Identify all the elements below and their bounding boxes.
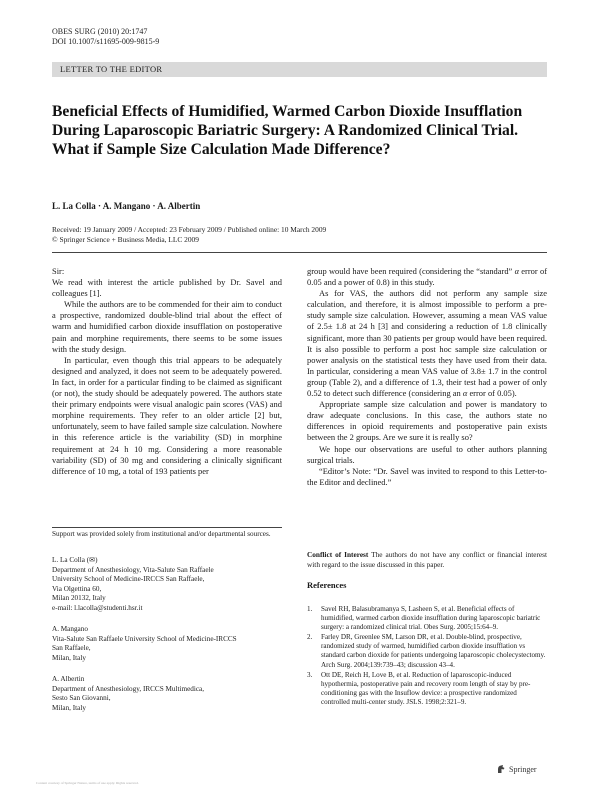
affiliation-line: Department of Anesthesiology, Vita-Salute San Raffaele bbox=[52, 565, 214, 574]
affiliation-line: Department of Anesthesiology, IRCCS Multimedica, bbox=[52, 684, 205, 693]
salutation: Sir: bbox=[52, 266, 65, 276]
affiliation-line: Milan, Italy bbox=[52, 703, 86, 712]
footnote-divider bbox=[52, 527, 282, 528]
body-paragraph: Appropriate sample size calculation and power is mandatory to draw adequate conclusions. In this case, the authors state no differences in opioid requirements and postoperative pain exists between the 2 groups. Are we sure it is really so? bbox=[307, 399, 547, 443]
affiliation-name: A. Mangano bbox=[52, 625, 88, 633]
alpha-symbol: α bbox=[514, 266, 520, 276]
section-label: LETTER TO THE EDITOR bbox=[52, 62, 547, 77]
conflict-text: The authors do not have any conflict or financial interest with regard to the issue discussed in this paper. bbox=[307, 550, 547, 569]
affiliation-line: University School of Medicine-IRCCS San Raffaele, bbox=[52, 575, 205, 583]
body-paragraph: In particular, even though this trial appears to be adequately designed and analyzed, it does not seem to be adequately powered. In fact, in order for a particular finding to be claimed as significant (or not), the study should be adequately powered. The authors state their primary endpoints were visual analogic pain scores (VAS) and morphine requirements. They refer to an older article [2] but, unfortunately, seem to have failed sample size calculation. Nowhere in this reference article is the variability (SD) in morphine requirement at 24 h 10 mg. Considering a more reasonable variability (SD) of 30 mg and considering a clinically significant difference of 10 mg, a total of 193 patients per bbox=[52, 354, 282, 476]
conflict-of-interest bbox=[307, 550, 547, 569]
email-link[interactable]: e-mail: l.lacolla@studenti.hsr.it bbox=[52, 603, 143, 612]
body-left-column bbox=[52, 266, 282, 477]
copyright: © Springer Science + Business Media, LLC 2009 bbox=[52, 235, 199, 244]
editor-note: “Editor’s Note: “Dr. Savel was invited to respond to this Letter-to-the Editor and declined.” bbox=[307, 465, 547, 487]
body-paragraph: We hope our observations are useful to other authors planning surgical trials. bbox=[307, 443, 547, 465]
body-right-column bbox=[307, 266, 547, 488]
reference-item: 3. Ott DE, Reich H, Love B, et al. Reduction of laparoscopic-induced hypothermia, postoperative pain and recovery room length of stay by pre-conditioning gas with the Insuflow device: a prospective randomized controlled multi-center study. JSLS. 1998;2:321–9. bbox=[307, 670, 531, 706]
affiliation-block bbox=[52, 556, 282, 613]
journal-issue: OBES SURG (2010) 20:1747 bbox=[52, 27, 148, 36]
header-divider bbox=[52, 252, 547, 253]
affiliation-name: L. La Colla (✉) bbox=[52, 556, 98, 564]
author-list: L. La Colla · A. Mangano · A. Albertin bbox=[52, 201, 201, 211]
body-paragraph: We read with interest the article published by Dr. Savel and colleagues [1]. bbox=[52, 277, 282, 299]
publication-dates bbox=[52, 225, 326, 245]
doi: DOI 10.1007/s11695-009-9815-9 bbox=[52, 37, 160, 46]
publisher-name: Springer bbox=[509, 764, 537, 774]
affiliation-block bbox=[52, 675, 282, 713]
references-heading: References bbox=[307, 580, 347, 590]
affiliation-line: Via Olgettina 60, bbox=[52, 584, 102, 593]
alpha-symbol: α bbox=[462, 388, 468, 399]
body-paragraph: As for VAS, the authors did not perform any sample size calculation, and therefore, it is almost impossible to perform a pre-study sample size calculation. However, assuming a mean VAS value of 2.5± 1.8 at 24 h [3] and considering a reduction of 1.8 clinically significant, more than 30 patients per group would have been required. It is also possible to perform a post hoc sample size calculation or power analysis on the statistical tests they have used from their data. In particular, considering a mean VAS value of 3.8± 1.7 in the control group (Table 2), and a difference of 1.3, their test had a power of only 0.52 to detect such difference (considering an α error of 0.05). bbox=[307, 288, 547, 399]
affiliation-line: Milan, Italy bbox=[52, 653, 86, 662]
reference-item: 2. Farley DR, Greenlee SM, Larson DR, et al. Double-blind, prospective, randomized study of warmed, humidified carbon dioxide insufflation vs standard carbon dioxide for patients undergoing laparoscopic cholecystectomy. Arch Surg. 2004;139:739–43; discussion 43–4. bbox=[307, 633, 546, 669]
publisher-logo bbox=[496, 764, 537, 774]
affiliation-line: San Raffaele, bbox=[52, 644, 91, 652]
reference-list bbox=[307, 605, 547, 708]
affiliation-line: Milan 20132, Italy bbox=[52, 594, 106, 602]
article-title: Beneficial Effects of Humidified, Warmed Carbon Dioxide Insufflation During Laparoscopic Bariatric Surgery: A Randomized Clinical Trial. What if Sample Size Calculation Made Difference? bbox=[52, 103, 523, 158]
affiliation-line: Sesto San Giovanni, bbox=[52, 694, 111, 702]
journal-citation bbox=[52, 27, 159, 47]
body-paragraph: group would have been required (considering the “standard” α error of 0.05 and a power of 0.8) in this study. bbox=[307, 266, 548, 288]
support-footnote: Support was provided solely from institutional and/or departmental sources. bbox=[52, 530, 271, 538]
affiliation-line: Vita-Salute San Raffaele University School of Medicine-IRCCS bbox=[52, 634, 237, 643]
reference-item: 1. Savel RH, Balasubramanya S, Lasheen S, et al. Beneficial effects of humidified, warmed carbon dioxide insufflation during laparoscopic bariatric surgery: a randomized clinical trial. Obes Surg. 2005;15:64–9. bbox=[307, 605, 541, 632]
conflict-label: Conflict of Interest bbox=[307, 550, 369, 559]
springer-horse-icon bbox=[496, 764, 506, 774]
received-dates: Received: 19 January 2009 / Accepted: 23 February 2009 / Published online: 10 March 2009 bbox=[52, 225, 327, 234]
affiliation-block bbox=[52, 625, 282, 663]
body-paragraph: While the authors are to be commended for their aim to conduct a prospective, randomized double-blind trial about the effect of warm and humidified carbon dioxide insufflation on postoperative pain and morphine requirements, there seems to be some issues with the study design. bbox=[52, 299, 282, 354]
affiliation-name: A. Albertin bbox=[52, 675, 85, 683]
footer-note: Content courtesy of Springer Nature, terms of use apply. Rights reserved. bbox=[36, 781, 139, 785]
